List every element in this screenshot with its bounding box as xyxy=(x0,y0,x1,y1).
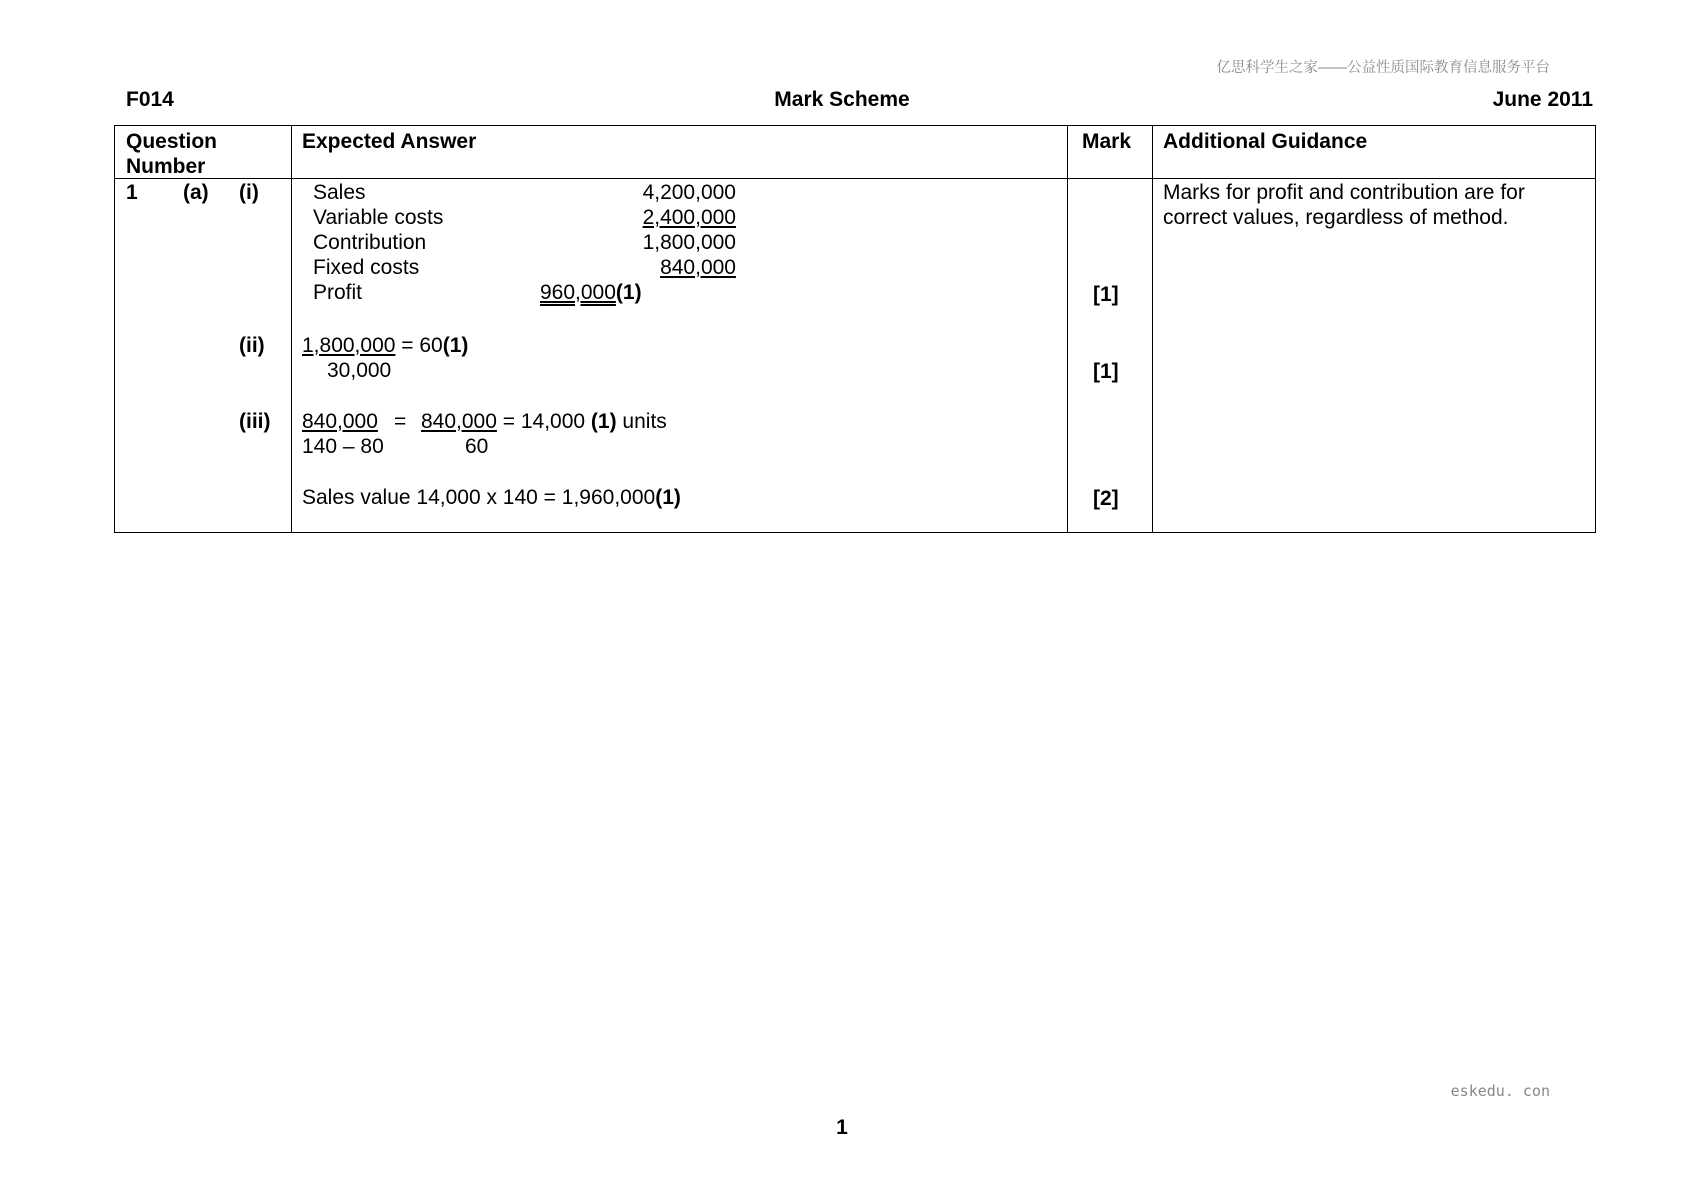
row-value-fixed-costs: 840,000 xyxy=(660,256,736,279)
row-value-contribution: 1,800,000 xyxy=(642,231,736,254)
part-iii-equals: = xyxy=(394,410,407,433)
part-iii-fraction2-numerator: 840,000 = 14,000 (1) units xyxy=(421,410,667,433)
header-expected-answer: Expected Answer xyxy=(302,130,477,153)
question-number: 1 xyxy=(126,181,138,204)
page-number: 1 xyxy=(836,1116,848,1139)
header-additional-guidance: Additional Guidance xyxy=(1163,130,1368,153)
row-item-variable-costs: Variable costs xyxy=(313,206,444,229)
subpart-i-label: (i) xyxy=(239,181,259,204)
part-iii-fraction1-denominator: 140 – 80 xyxy=(302,435,384,458)
header-mark: Mark xyxy=(1082,130,1132,153)
guidance-line-1: Marks for profit and contribution are for xyxy=(1163,181,1525,204)
row-value-sales: 4,200,000 xyxy=(642,181,736,204)
mark-scheme-table xyxy=(114,125,1596,533)
paper-code: F014 xyxy=(126,88,174,111)
row-item-contribution: Contribution xyxy=(313,231,427,254)
watermark-top: 亿思科学生之家——公益性质国际教育信息服务平台 xyxy=(1216,60,1550,76)
column-divider xyxy=(291,126,292,532)
subpart-iii-label: (iii) xyxy=(239,410,271,433)
header-number: Number xyxy=(126,155,206,178)
subpart-ii-label: (ii) xyxy=(239,334,265,357)
question-part: (a) xyxy=(183,181,209,204)
header-divider xyxy=(115,178,1595,179)
part-ii-fraction: 1,800,000 = 60(1) xyxy=(302,334,469,357)
mark-part-ii: [1] xyxy=(1093,360,1119,383)
part-iii-fraction2-denominator: 60 xyxy=(465,435,489,458)
mark-part-iii: [2] xyxy=(1093,487,1119,510)
header-question: Question xyxy=(126,130,218,153)
part-iii-sales-value: Sales value 14,000 x 140 = 1,960,000(1) xyxy=(302,486,681,509)
mark-part-i: [1] xyxy=(1093,283,1119,306)
guidance-line-2: correct values, regardless of method. xyxy=(1163,206,1509,229)
part-ii-denominator: 30,000 xyxy=(327,359,392,382)
row-value-variable-costs: 2,400,000 xyxy=(642,206,736,229)
row-item-profit: Profit xyxy=(313,281,363,304)
column-divider xyxy=(1152,126,1153,532)
column-divider xyxy=(1067,126,1068,532)
exam-date: June 2011 xyxy=(1492,88,1593,111)
page-title: Mark Scheme xyxy=(774,88,910,111)
watermark-bottom: eskedu. con xyxy=(1450,1082,1550,1100)
row-item-sales: Sales xyxy=(313,181,366,204)
row-item-fixed-costs: Fixed costs xyxy=(313,256,420,279)
row-value-profit: 960,000(1) xyxy=(540,281,642,304)
part-iii-fraction1-numerator: 840,000 xyxy=(302,410,378,433)
